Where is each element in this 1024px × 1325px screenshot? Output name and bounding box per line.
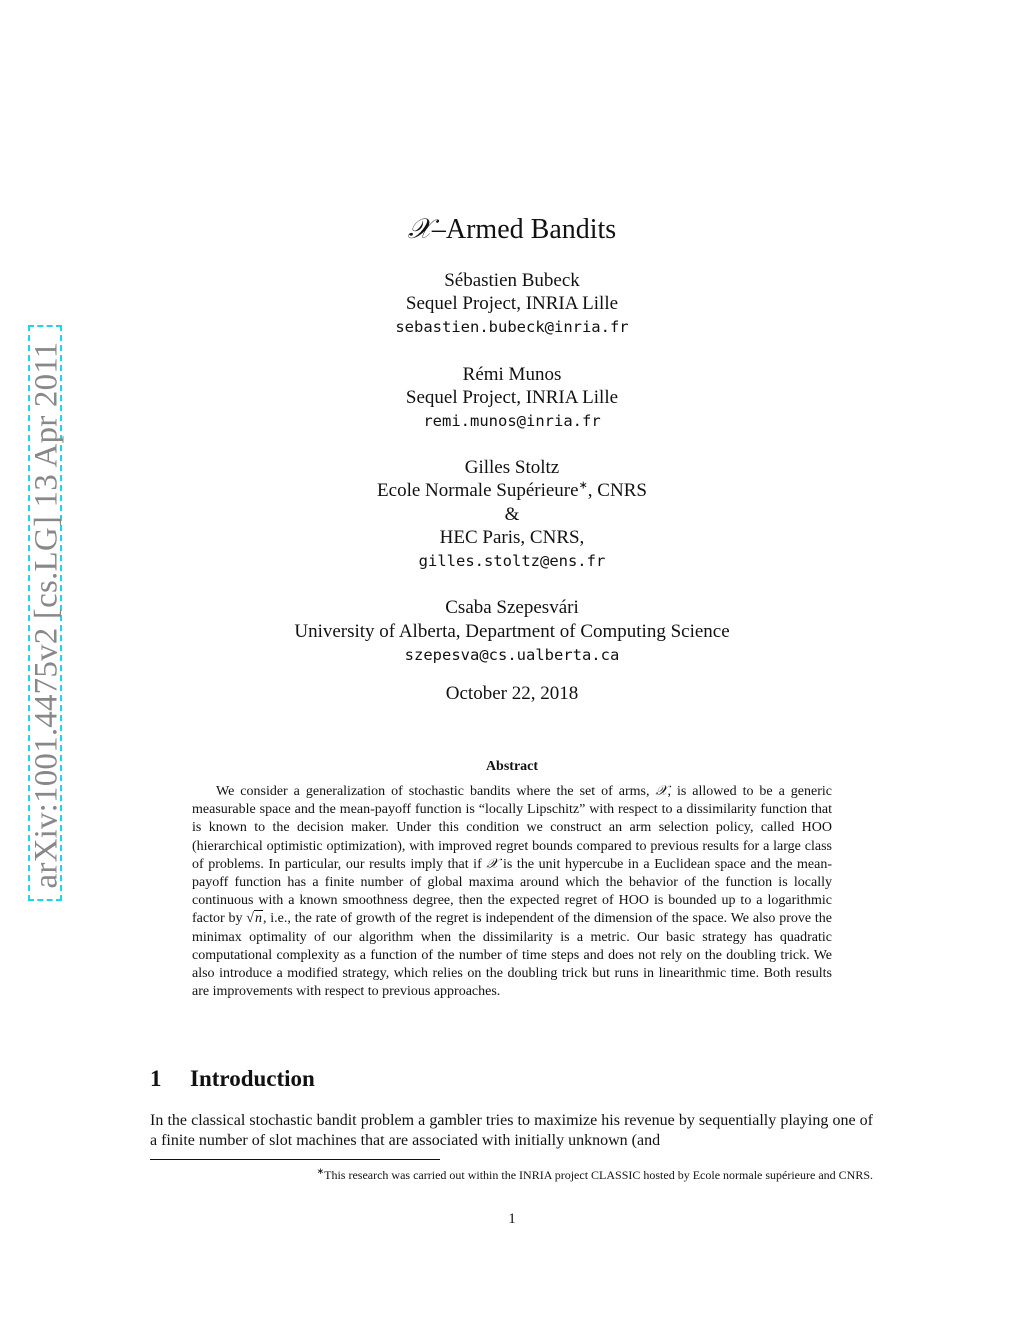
author-name: Sébastien Bubeck — [444, 270, 580, 291]
footnote-text: This research was carried out within the INRIA project CLASSIC hosted by Ecole normale supérieure and CNRS. — [324, 1168, 873, 1182]
author-email: szepesva@cs.ualberta.ca — [404, 646, 620, 664]
author-email: gilles.stoltz@ens.fr — [418, 552, 606, 570]
section-text: In the classical stochastic bandit problem a gambler tries to maximize his revenue by sequentially playing one of a finite number of slot machines that are associated with initially unknown (and — [150, 1112, 873, 1149]
author-email: sebastien.bubeck@inria.fr — [395, 318, 629, 336]
author-affiliation — [0, 479, 1024, 502]
title-symbol: 𝒳 — [407, 212, 432, 245]
abstract-text — [192, 783, 832, 1001]
footnote-divider — [150, 1159, 440, 1160]
sqrt-argument: n — [254, 911, 262, 927]
paper-title — [0, 212, 1024, 246]
section-heading — [150, 1066, 315, 1092]
abstract-part: is the unit hypercube in a Euclidean space and the mean-payoff function has a finite number of global maxima around which the behavior of the function is locally continuous with a known smoothness degree, then the expected regret of HOO is bounded up to a logarithmic factor by — [192, 856, 832, 927]
affiliation-ampersand: & — [504, 504, 520, 525]
affiliation-suffix: , CNRS — [587, 480, 647, 501]
affiliation-text: Ecole Normale Supérieure — [377, 480, 579, 501]
section-number: 1 — [150, 1066, 162, 1091]
sqrt-expression — [246, 910, 263, 926]
author-affiliation: Sequel Project, INRIA Lille — [405, 387, 619, 408]
page-number: 1 — [508, 1211, 516, 1227]
abstract-part: , is allowed to be a generic measurable space and the mean-payoff function is “locally Lipschitz” with respect to a dissimilarity function that is known to the decision maker. Under this condition we construct an arm selection policy, called HOO (hierarchical optimistic optimization), with improved regret bounds compared to previous results for a large class of problems. In particular, our results imply that if — [192, 784, 832, 872]
abstract-part: , i.e., the rate of growth of the regret is independent of the dimension of the space. We also prove the minimax optimality of our algorithm when the dissimilarity is a metric. Our basic strategy has quadratic computational complexity as a function of the number of time steps and does not rely on the doubling trick. We also introduce a modified strategy, which relies on the doubling trick but runs in linearithmic time. Both results are improvements with respect to previous approaches. — [192, 911, 832, 1000]
footnote-mark: ∗ — [578, 479, 588, 492]
author-name: Gilles Stoltz — [464, 457, 560, 478]
sqrt-symbol: √ — [246, 911, 254, 927]
author-name: Csaba Szepesvári — [445, 597, 579, 618]
title-text: –Armed Bandits — [431, 214, 617, 245]
author-affiliation: HEC Paris, CNRS, — [439, 527, 585, 548]
abstract-part: We consider a generalization of stochastic bandits where the set of arms, — [216, 784, 656, 799]
author-affiliation: University of Alberta, Department of Computing Science — [294, 621, 730, 642]
footnote — [150, 1164, 873, 1183]
footnote-mark: ∗ — [316, 1166, 325, 1176]
author-email: remi.munos@inria.fr — [423, 412, 601, 430]
arxiv-id: arXiv:1001.4475v2 [cs.LG] 13 Apr 2011 — [28, 341, 65, 889]
author-name: Rémi Munos — [462, 364, 562, 385]
author-affiliation: Sequel Project, INRIA Lille — [405, 293, 619, 314]
math-symbol-x: 𝒳 — [655, 784, 668, 799]
paper-date: October 22, 2018 — [445, 683, 579, 704]
math-symbol-x: 𝒳 — [486, 856, 499, 872]
abstract-heading: Abstract — [485, 759, 539, 774]
section-title: Introduction — [190, 1066, 315, 1091]
